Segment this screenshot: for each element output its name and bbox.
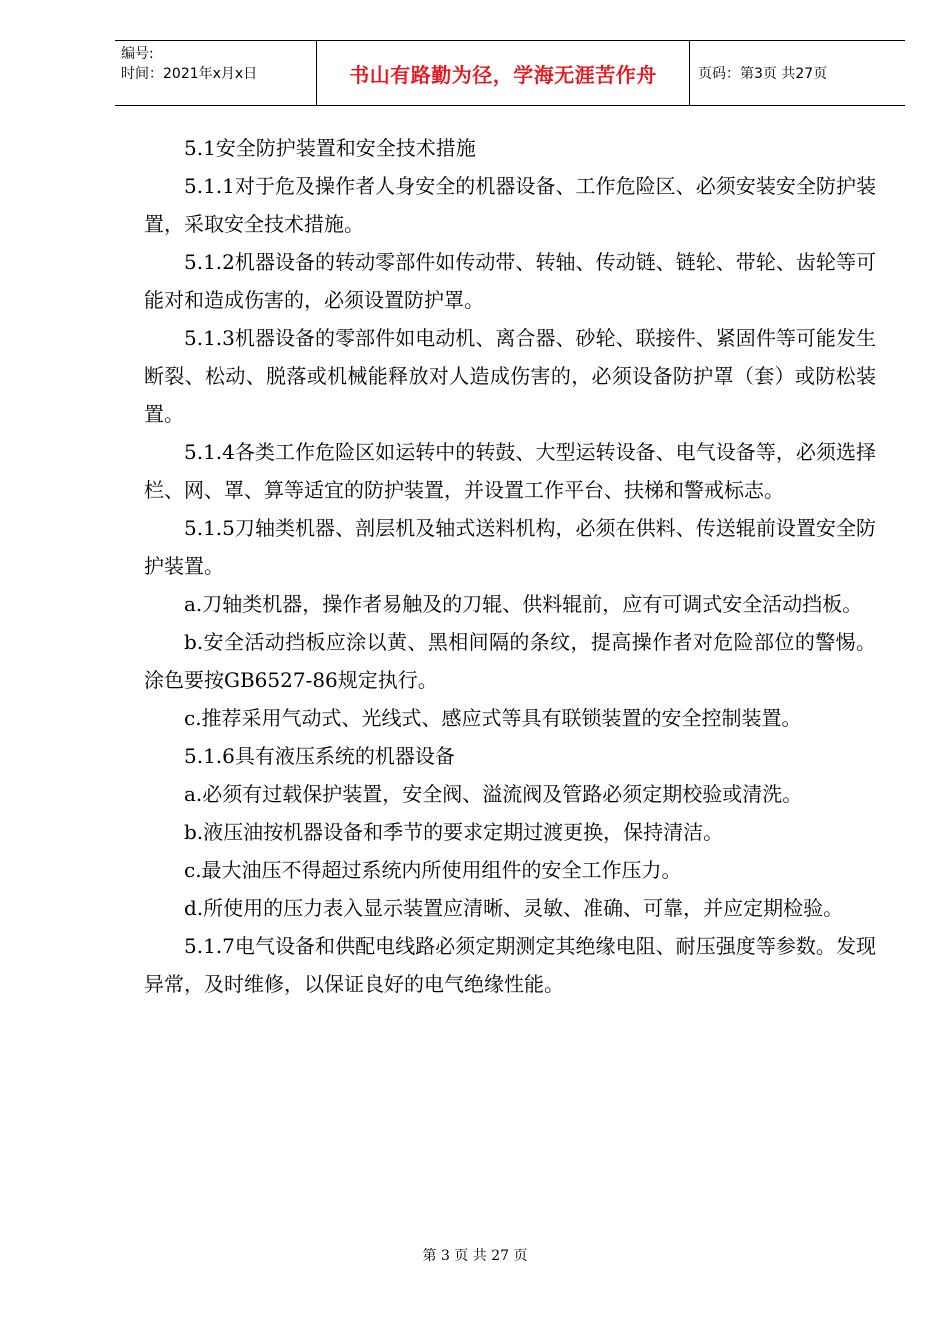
list-item: b.安全活动挡板应涂以黄、黑相间隔的条纹，提高操作者对危险部位的警惕。涂色要按GB6527-86规定执行。	[144, 630, 876, 692]
list-item: a.必须有过载保护装置，安全阀、溢流阀及管路必须定期校验或清洗。	[184, 782, 803, 806]
section-heading: 5.1安全防护装置和安全技术措施	[184, 136, 476, 160]
list-item: c.最大油压不得超过系统内所使用组件的安全工作压力。	[184, 858, 682, 882]
paragraph: 5.1.5刀轴类机器、剖层机及轴式送料机构，必须在供料、传送辊前设置安全防护装置。	[144, 516, 876, 578]
paragraph: 5.1.1对于危及操作者人身安全的机器设备、工作危险区、必须安装安全防护装置，采取安全技术措施。	[144, 174, 876, 236]
list-item: c.推荐采用气动式、光线式、感应式等具有联锁装置的安全控制装置。	[184, 706, 802, 730]
list-item: d.所使用的压力表入显示装置应清晰、灵敏、准确、可靠，并应定期检验。	[184, 896, 844, 920]
header-meta	[115, 41, 316, 105]
page-info: 页码：第3页 共27页	[698, 66, 828, 82]
list-item: b.液压油按机器设备和季节的要求定期过渡更换，保持清洁。	[184, 820, 724, 844]
paragraph: 5.1.6具有液压系统的机器设备	[184, 744, 455, 768]
document-body	[144, 129, 876, 1003]
time-label: 时间：2021年x月x日	[121, 66, 258, 82]
paragraph: 5.1.2机器设备的转动零部件如传动带、转轴、传动链、链轮、带轮、齿轮等可能对和造成伤害的，必须设置防护罩。	[144, 250, 876, 312]
motto-text: 书山有路勤为径，学海无涯苦作舟	[349, 62, 657, 87]
header-motto-cell	[316, 41, 690, 105]
paragraph: 5.1.3机器设备的零部件如电动机、离合器、砂轮、联接件、紧固件等可能发生断裂、松动、脱落或机械能释放对人造成伤害的，必须设备防护罩（套）或防松装置。	[144, 326, 876, 426]
page-header	[115, 40, 905, 106]
list-item: a.刀轴类机器，操作者易触及的刀辊、供料辊前，应有可调式安全活动挡板。	[184, 592, 863, 616]
paragraph: 5.1.4各类工作危险区如运转中的转鼓、大型运转设备、电气设备等，必须选择栏、网、罩、算等适宜的防护装置，并设置工作平台、扶梯和警戒标志。	[144, 440, 876, 502]
paragraph: 5.1.7电气设备和供配电线路必须定期测定其绝缘电阻、耐压强度等参数。发现异常，及时维修，以保证良好的电气绝缘性能。	[144, 934, 876, 996]
page-footer: 第 3 页 共 27 页	[422, 1248, 528, 1264]
header-page-cell	[690, 41, 905, 105]
number-label: 编号:	[121, 46, 154, 62]
